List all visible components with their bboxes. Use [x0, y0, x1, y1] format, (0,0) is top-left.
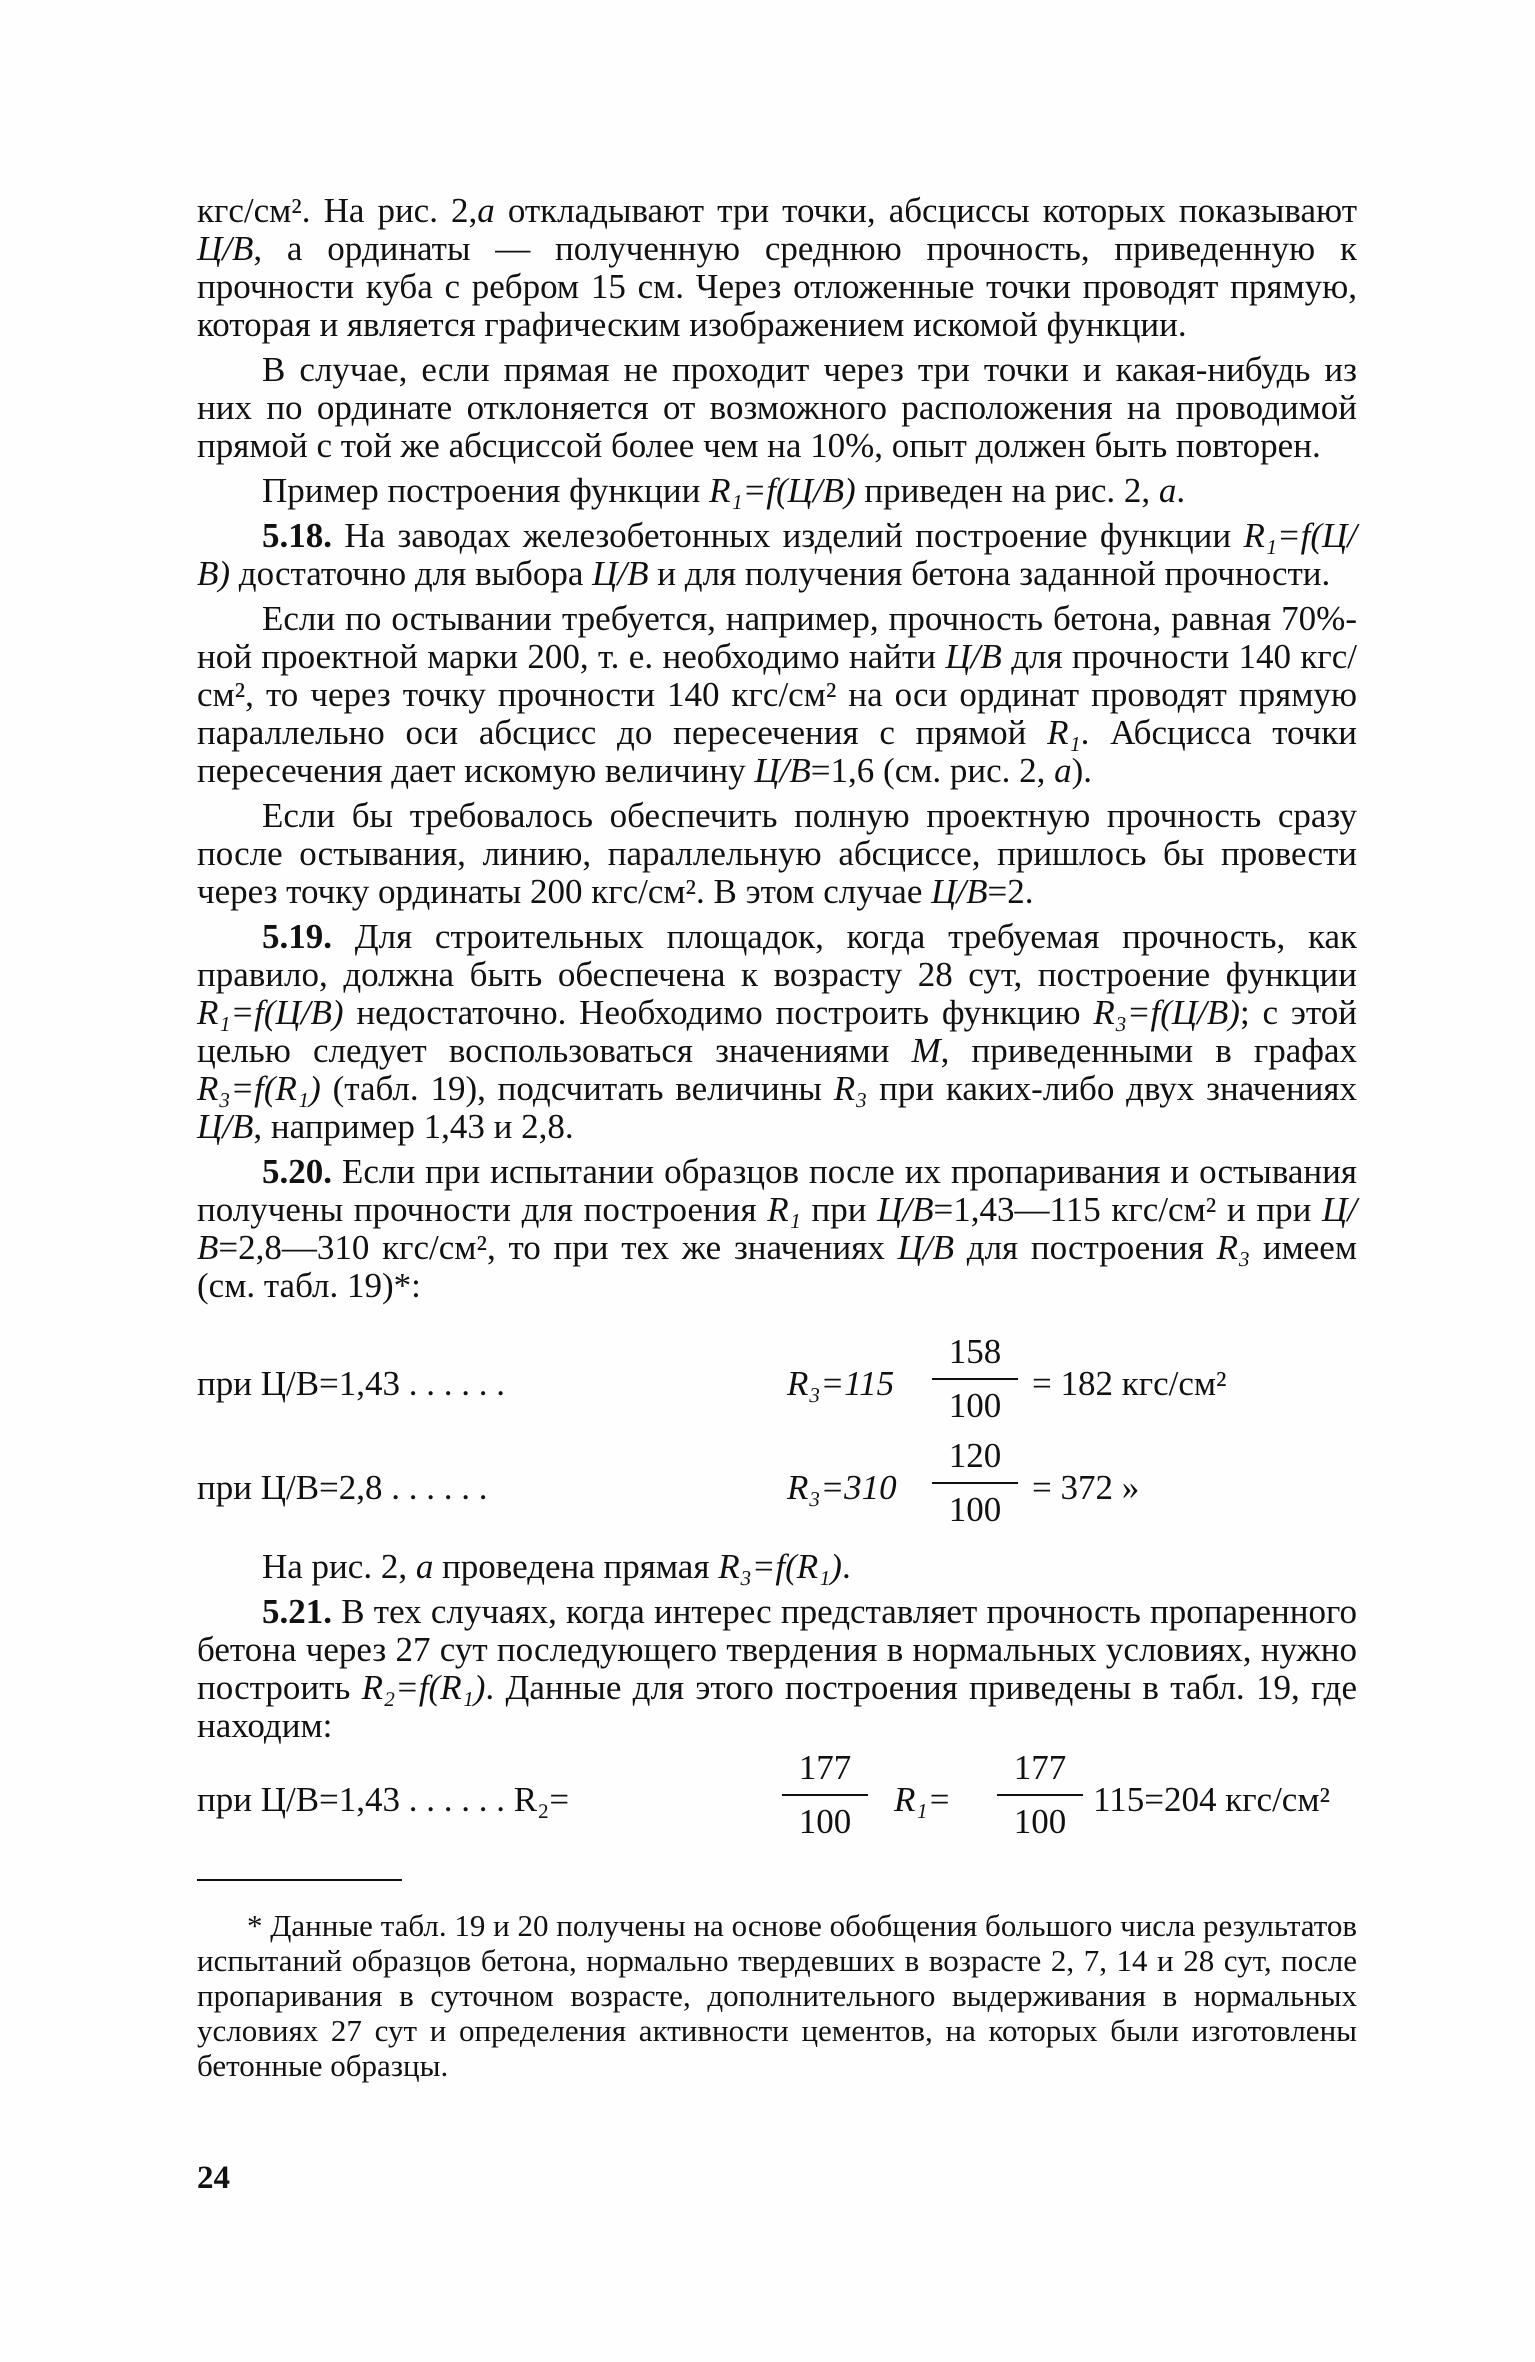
equation-label: при Ц/В=2,8 . . . . . .: [197, 1468, 488, 1507]
fraction-denominator: 100: [798, 1802, 852, 1841]
paragraph-figure-line: На рис. 2, а проведена прямая R₃=f(R₁).: [262, 1547, 851, 1586]
footnote-separator: [197, 1879, 402, 1881]
page-number: 24: [197, 2160, 230, 2196]
paragraph-5-20: 5.20. Если при испытании образцов после их пропаривания и остывания получены прочности для построения R₁ при Ц/В=1,43—115 кгс/см² и при Ц/В=2,8—310 кгс/см², то при тех же значениях Ц/В для построения R₃ имеем (см. табл. 19)*:: [197, 1152, 1357, 1305]
equation-r2: [197, 1748, 1357, 1848]
equation-r3-28: [197, 1436, 1357, 1536]
fraction-denominator: 100: [948, 1386, 1002, 1425]
footnote-text: * Данные табл. 19 и 20 получены на основе обобщения большого числа результатов испытаний образцов бетона, нормально твердевших в возрасте 2, 7, 14 и 28 сут, после пропаривания в суточном возрасте, дополнительного выдерживания в нормальных условиях 27 сут и определения активности цементов, на которых были изготовлены бетонные образцы.: [197, 1908, 1357, 2083]
main-text-top: [197, 192, 1357, 1312]
paragraph-5-21: 5.21. В тех случаях, когда интерес представляет прочность пропаренного бетона через 27 сут последующего твердения в нормальных условиях, нужно построить R₂=f(R₁). Данные для этого построения приведены в табл. 19, где находим:: [197, 1592, 1357, 1745]
fraction-bar: [932, 1378, 1018, 1380]
fraction-numerator: 177: [798, 1748, 852, 1787]
fraction-numerator: 120: [948, 1436, 1002, 1475]
equation-lhs: R₃=115: [787, 1364, 895, 1403]
equation-label: при Ц/В=1,43 . . . . . .: [197, 1364, 506, 1403]
footnote: [197, 1908, 1357, 2083]
fraction-numerator: 158: [948, 1332, 1002, 1371]
paragraph-cooling: Если по остывании требуется, например, прочность бетона, равная 70%-ной проектной марки 200, т. е. необходимо найти Ц/В для прочности 140 кгс/см², то через точку прочности 140 кгс/см² на оси ординат проводят прямую параллельно оси абсцисс до пересечения с прямой R₁. Абсцисса точки пересечения дает искомую величину Ц/В=1,6 (см. рис. 2, а).: [197, 599, 1357, 790]
fraction-bar: [997, 1794, 1083, 1796]
equation-r3-143: [197, 1332, 1357, 1432]
equation-rhs: = 372 »: [1032, 1468, 1140, 1507]
fraction-denominator: 100: [1013, 1802, 1067, 1841]
equation-lhs: R₃=310: [787, 1468, 897, 1507]
paragraph-5-18: 5.18. На заводах железобетонных изделий построение функции R₁=f(Ц/В) достаточно для выбора Ц/В и для получения бетона заданной прочности.: [197, 516, 1357, 593]
paragraph-example: Пример построения функции R₁=f(Ц/В) приведен на рис. 2, а.: [262, 471, 1186, 510]
fraction-bar: [782, 1794, 868, 1796]
main-text-bottom: [197, 1548, 1357, 1752]
fraction-denominator: 100: [948, 1490, 1002, 1529]
equation-rhs: = 182 кгс/см²: [1032, 1364, 1227, 1403]
fraction-numerator: 177: [1013, 1748, 1067, 1787]
paragraph-full-strength: Если бы требовалось обеспечить полную проектную прочность сразу после остывания, линию, параллельную абсциссе, пришлось бы провести через точку ординаты 200 кгс/см². В этом случае Ц/В=2.: [197, 796, 1357, 911]
paragraph-5-19: 5.19. Для строительных площадок, когда требуемая прочность, как правило, должна быть обеспечена к возрасту 28 сут, построение функции R₁=f(Ц/В) недостаточно. Необходимо построить функцию R₃=f(Ц/В); с этой целью следует воспользоваться значениями М, приведенными в графах R₃=f(R₁) (табл. 19), подсчитать величины R₃ при каких-либо двух значениях Ц/В, например 1,43 и 2,8.: [197, 917, 1358, 1146]
equation-mid: R₁=: [894, 1780, 952, 1819]
paragraph-continuation: кгс/см². На рис. 2,а откладывают три точки, абсциссы которых показывают Ц/В, а ординаты — полученную среднюю прочность, приведенную к прочности куба с ребром 15 см. Через отложенные точки проводят прямую, которая и является графическим изображением искомой функции.: [197, 191, 1357, 344]
fraction-bar: [932, 1482, 1018, 1484]
paragraph-deviation: В случае, если прямая не проходит через три точки и какая-нибудь из них по ординате отклоняется от возможного расположения на проводимой прямой с той же абсциссой более чем на 10%, опыт должен быть повторен.: [197, 350, 1357, 465]
equation-label: при Ц/В=1,43 . . . . . . R₂=: [197, 1780, 570, 1819]
equation-rhs: 115=204 кгс/см²: [1093, 1780, 1330, 1819]
